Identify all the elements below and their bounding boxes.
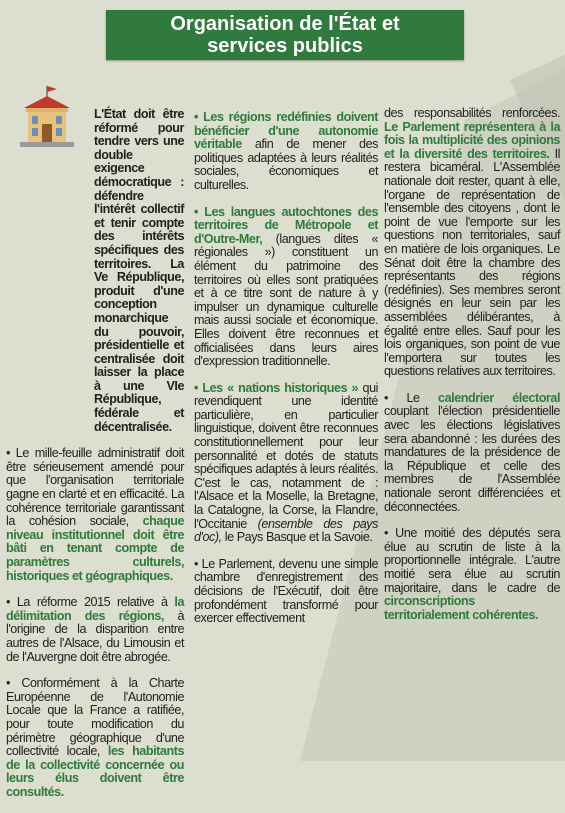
paragraph-langues xyxy=(194,206,378,369)
paragraph-reforme-2015 xyxy=(6,596,184,664)
paragraph-nations xyxy=(194,382,378,545)
highlight: circonscriptions territorialement cohérentes. xyxy=(384,594,538,622)
paragraph-deputes xyxy=(384,527,560,622)
text: des responsabilités renforcées. xyxy=(384,106,560,120)
text: à l'origine de la disparition entre autres de l'Alsace, du Limousin et de l'Auvergne doit être abrogée. xyxy=(6,608,184,664)
page-title xyxy=(106,10,464,60)
paragraph-calendrier xyxy=(384,392,560,514)
highlight: les habitants de la collectivité concernée ou leurs élus doivent être consultés. xyxy=(6,744,184,799)
title-line-1: Organisation de l'État et xyxy=(170,13,400,35)
paragraph-regions xyxy=(194,111,378,193)
text: qui revendiquent une identité particulière, en particulier linguistique, doivent être reconnues constitutionnellement pour leur personnalité et dotés de statuts spécifiques adaptés à leurs réalités. C'est le cas, notamment de : l'Alsace et la Moselle, la Bretagne, la Catalogne, la Corse, la Flandre, l'Occitanie xyxy=(194,380,378,531)
text: couplant l'élection présidentielle avec les élections législatives sera abandonné : les durées des mandatures de la présidence de la République et celle des membres de l'Assemblée nationale seront différenciées et déconnectées. xyxy=(384,404,560,514)
text: afin de mener des politiques adaptées à leurs réalités sociales, économiques et culturelles. xyxy=(194,137,378,192)
column-3 xyxy=(384,107,560,635)
text: • Le mille-feuille administratif doit être sérieusement amendé pour que l'organisation territoriale gagne en clarté et en efficacité. La cohérence territoriale garantissant la cohésion sociale, xyxy=(6,446,184,529)
paragraph-mille-feuille xyxy=(6,447,184,583)
column-1 xyxy=(6,108,184,813)
highlight: Le Parlement représentera à la fois la multiplicité des opinions et la diversité des territoires. xyxy=(384,119,560,161)
paragraph-parlement: • Le Parlement, devenu une simple chambre d'enregistrement des décisions de l'Exécutif, doit être profondément transformé pour exercer effectivement xyxy=(194,556,378,626)
text: le Pays Basque et la Savoie. xyxy=(221,530,373,545)
column-2 xyxy=(194,111,378,639)
text: Il restera bicaméral. L'Assemblée nationale doit rester, quant à elle, l'organe de représentation de l'ensemble des citoyens , dont le point de vue l'emporte sur les questions non territoriales, sauf en matière de lois organiques. Le Sénat doit être la chambre des représentants des régions (redéfinies). Ses membres seront désignés en leur sein par les assemblées délibérantes, à égalité entre elles. Sauf pour les lois organiques, son point de vue l'emportera sur toutes les questions relatives aux territoires. xyxy=(384,146,561,379)
text: • Une moitié des députés sera élue au scrutin de liste à la proportionnelle intégrale. L'autre moitié sera élue au scrutin majoritaire, dans le cadre de xyxy=(384,526,560,595)
text: (langues dites « régionales ») constituent un élément du patrimoine des territoires où elles sont pratiquées et à ce titre sont de nature à y impulser un dynamique culturelle mais aussi sociale et économique. Elles doivent être reconnues et officialisées dans leurs aires d'expression traditionnelle. xyxy=(194,231,378,369)
intro-paragraph: L'État doit être réformé pour tendre vers une double exigence démocratique : défendre l'intérêt collectif et tenir compte des intérêts spécifiques des territoires. La Ve République, produit d'une conception monarchique du pouvoir, présidentielle et centralisée doit laisser la place à une VIe République, fédérale et décentralisée. xyxy=(94,107,184,434)
text: • La réforme 2015 relative à xyxy=(6,595,175,610)
paragraph-charte xyxy=(6,677,184,799)
highlight: • Les régions redéfinies doivent bénéficier d'une autonomie véritable xyxy=(194,110,378,152)
highlight: chaque niveau institutionnel doit être bâti en tenant compte de paramètres culturels, historiques et géographiques. xyxy=(6,514,184,583)
highlight: • Les « nations historiques » xyxy=(194,380,359,395)
italic-text: (ensemble des pays d'oc), xyxy=(194,516,378,545)
title-line-2: services publics xyxy=(207,35,363,57)
highlight: la délimitation des régions, xyxy=(6,595,184,623)
text: • Conformément à la Charte Européenne de l'Autonomie Locale que la France a ratifiée, pour toute modification du périmètre géographique d'une collectivité locale, xyxy=(6,676,184,759)
paragraph-parlement-suite xyxy=(384,107,560,379)
text: • Le xyxy=(384,390,439,405)
highlight: • Les langues autochtones des territoires de Métropole et d'Outre-Mer, xyxy=(194,204,378,246)
highlight: calendrier électoral xyxy=(438,390,560,405)
